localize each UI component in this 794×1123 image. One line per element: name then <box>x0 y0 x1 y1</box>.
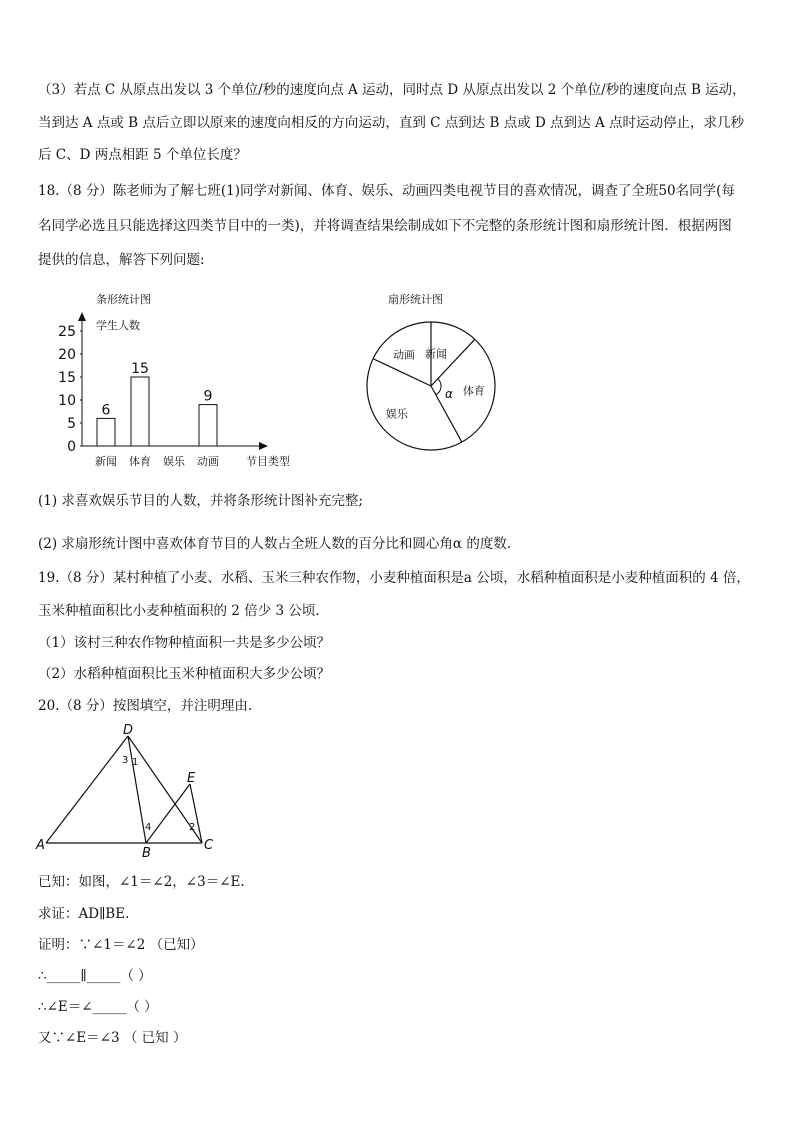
q18-sub1: (1) 求喜欢娱乐节目的人数，并将条形统计图补充完整; <box>38 493 363 509</box>
q17-part3-line1: （3）若点 C 从原点出发以 3 个单位/秒的速度向点 A 运动，同时点 D 从原点出发以 2 个单位/秒的速度向点 B 运动， <box>38 82 746 98</box>
pie-chart <box>360 285 520 460</box>
q19-line1: 19.（8 分）某村种植了小麦、水稻、玉米三种农作物，小麦种植面积是a 公顷，水稻种植面积是小麦种植面积的 4 倍， <box>38 570 750 586</box>
y-tick-label: 5 <box>67 416 76 432</box>
bar-0 <box>97 418 115 446</box>
pie-slice-label: 动画 <box>393 348 416 362</box>
q20-given: 已知：如图，∠1＝∠2，∠3＝∠E. <box>38 874 245 890</box>
x-tick-label: 新闻 <box>95 455 117 468</box>
q20-line1: 20.（8 分）按图填空，并注明理由. <box>38 698 253 714</box>
angle-2: 2 <box>189 822 196 833</box>
q19-sub2: （2）水稻种植面积比玉米种植面积大多少公顷？ <box>38 666 331 682</box>
q20-proof1: 证明：∵∠1＝∠2 （已知） <box>38 937 204 953</box>
bar-chart-title: 条形统计图 <box>96 293 151 306</box>
q18-line2: 名同学必选且只能选择这四类节目中的一类)，并将调查结果绘制成如下不完整的条形统计图和扇形统计图．根据两图 <box>38 218 732 234</box>
q18-line3: 提供的信息，解答下列问题: <box>38 252 205 268</box>
y-tick-label: 10 <box>58 393 76 409</box>
bar-3 <box>199 405 217 446</box>
segment-DA <box>46 736 128 843</box>
angle-3: 3 <box>122 755 129 766</box>
point-E: E <box>187 771 196 786</box>
x-tick-label: 动画 <box>197 455 219 468</box>
pie-slice-label: 体育 <box>462 384 485 398</box>
bar-data-label: 15 <box>131 361 149 377</box>
angle-4: 4 <box>145 822 152 833</box>
bar-chart-x-arrow <box>259 442 268 450</box>
q19-line2: 玉米种植面积比小麦种植面积的 2 倍少 3 公顷. <box>38 603 320 619</box>
q17-part3-line3: 后 C、D 两点相距 5 个单位长度？ <box>38 147 247 163</box>
geometry-figure <box>30 722 230 862</box>
point-B: B <box>142 846 151 861</box>
q20-proof4: 又∵∠E＝∠3 （ 已知 ） <box>38 1030 187 1046</box>
y-tick-label: 20 <box>58 347 76 363</box>
bar-chart-ylabel: 学生人数 <box>96 319 140 332</box>
alpha-label: α <box>445 387 453 401</box>
pie-chart-title: 扇形统计图 <box>388 293 443 306</box>
bar-chart <box>50 285 310 475</box>
point-D: D <box>123 723 134 738</box>
q18-sub2: (2) 求扇形统计图中喜欢体育节目的人数占全班人数的百分比和圆心角α 的度数. <box>38 536 512 552</box>
segment-DB <box>128 736 146 843</box>
bar-chart-xlabel: 节目类型 <box>246 455 290 468</box>
q18-line1: 18.（8 分）陈老师为了解七班(1)同学对新闻、体育、娱乐、动画四类电视节目的喜欢情况，调查了全班50名同学(每 <box>38 183 735 199</box>
point-C: C <box>204 838 214 853</box>
q20-prove: 求证：AD∥BE. <box>38 906 130 922</box>
point-A: A <box>36 838 45 853</box>
y-tick-label: 25 <box>58 324 76 340</box>
bar-chart-y-arrow <box>78 312 86 321</box>
q20-proof3: ∴∠E＝∠_____（ ） <box>38 999 158 1015</box>
q17-part3-line2: 当到达 A 点或 B 点后立即以原来的速度向相反的方向运动，直到 C 点到达 B 点或 D 点到达 A 点时运动停止，求几秒 <box>38 115 744 131</box>
bar-data-label: 9 <box>203 388 213 405</box>
q20-proof2: ∴_____∥_____（ ） <box>38 968 152 984</box>
bar-data-label: 6 <box>101 402 111 419</box>
angle-1: 1 <box>132 757 139 768</box>
y-tick-label: 0 <box>67 439 76 455</box>
pie-slice-label: 新闻 <box>424 347 447 361</box>
pie-slice-label: 娱乐 <box>385 407 408 421</box>
x-tick-label: 娱乐 <box>163 455 185 468</box>
y-tick-label: 15 <box>58 370 76 386</box>
bar-1 <box>131 377 149 446</box>
x-tick-label: 体育 <box>129 455 151 468</box>
q19-sub1: （1）该村三种农作物种植面积一共是多少公顷？ <box>38 635 331 651</box>
